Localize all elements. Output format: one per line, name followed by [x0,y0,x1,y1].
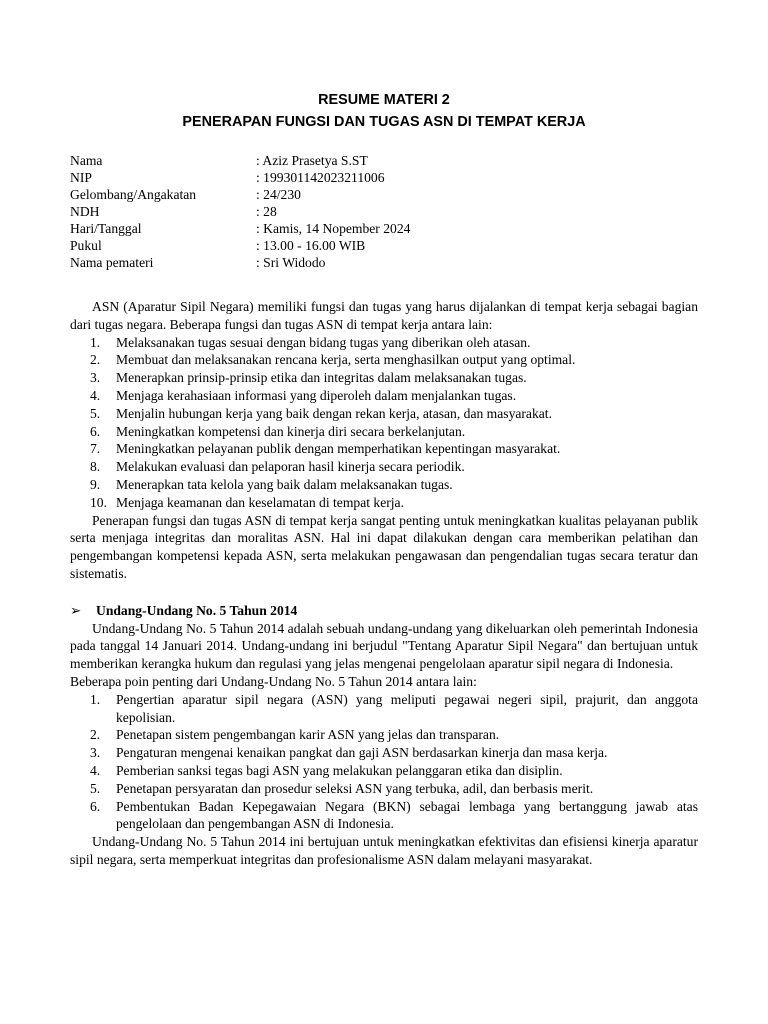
intro-paragraph: ASN (Aparatur Sipil Negara) memiliki fungsi dan tugas yang harus dijalankan di tempat kerja sebagai bagian dari tugas negara. Beberapa fungsi dan tugas ASN di tempat kerja antara lain: [70,299,698,332]
identity-row [70,152,410,169]
list-item-number: 2. [90,727,101,743]
list-item-text: Penetapan persyaratan dan prosedur seleksi ASN yang terbuka, adil, dan berbasis merit. [116,780,594,796]
section-heading-text: Undang-Undang No. 5 Tahun 2014 [96,602,298,618]
document-subtitle: PENERAPAN FUNGSI DAN TUGAS ASN DI TEMPAT KERJA [182,114,586,130]
document-page [70,90,698,869]
law-description-paragraph: Undang-Undang No. 5 Tahun 2014 adalah sebuah undang-undang yang dikeluarkan oleh pemerintah Indonesia pada tanggal 14 Januari 2014. Undang-undang ini berjudul "Tentang Aparatur Sipil Negara" dan bertujuan untuk memberikan kerangka hukum dan regulasi yang jelas mengenai pengelolaan aparatur sipil negara di Indonesia. [70,620,698,672]
list-item-text: Meningkatkan kompetensi dan kinerja diri secara berkelanjutan. [116,423,466,439]
list-item-text: Melaksanakan tugas sesuai dengan bidang tugas yang diberikan oleh atasan. [116,334,531,350]
identity-label: NDH [70,204,100,219]
section-heading [70,602,698,620]
arrow-bullet-icon: ➢ [70,602,82,618]
list-item-text: Penetapan sistem pengembangan karir ASN yang jelas dan transparan. [116,727,500,743]
list-item-number: 10. [90,494,107,510]
list-item-number: 6. [90,798,101,814]
list-item-number: 8. [90,459,101,475]
identity-table [70,152,410,271]
identity-label: Nama [70,153,103,168]
functions-list [70,334,698,512]
identity-value: : 199301142023211006 [256,170,385,185]
list-item-number: 5. [90,780,101,796]
list-item-number: 3. [90,370,101,386]
list-item-number: 2. [90,352,101,368]
identity-label: NIP [70,170,92,185]
identity-row [70,237,410,254]
list-item [70,387,698,405]
list-item [70,334,698,352]
identity-row [70,186,410,203]
list-item-number: 1. [90,334,101,350]
list-item [70,780,698,798]
list-item-text: Menjaga keamanan dan keselamatan di tempat kerja. [116,494,404,510]
law-points-list [70,691,698,833]
list-item-number: 5. [90,405,101,421]
list-item-number: 1. [90,691,101,707]
list-item [70,405,698,423]
identity-row [70,169,410,186]
list-item [70,762,698,780]
list-item [70,691,698,727]
document-title: RESUME MATERI 2 [318,92,450,108]
list-item-text: Membuat dan melaksanakan rencana kerja, serta menghasilkan output yang optimal. [116,352,576,368]
list-item-text: Meningkatkan pelayanan publik dengan memperhatikan kepentingan masyarakat. [116,441,561,457]
list-item-text: Pembentukan Badan Kepegawaian Negara (BKN) sebagai lembaga yang bertanggung jawab atas pengelolaan dan pengembangan ASN di Indonesia. [116,798,698,832]
identity-row [70,220,410,237]
list-item-text: Melakukan evaluasi dan pelaporan hasil kinerja secara periodik. [116,459,465,475]
list-item-number: 6. [90,423,101,439]
identity-value: : Kamis, 14 Nopember 2024 [256,221,411,236]
law-points-intro: Beberapa poin penting dari Undang-Undang No. 5 Tahun 2014 antara lain: [70,673,477,689]
identity-label: Hari/Tanggal [70,221,142,236]
list-item-text: Pengaturan mengenai kenaikan pangkat dan gaji ASN berdasarkan kinerja dan masa kerja. [116,745,608,761]
identity-value: : Aziz Prasetya S.ST [256,153,368,168]
identity-label: Pukul [70,238,102,253]
list-item-text: Pengertian aparatur sipil negara (ASN) yang meliputi pegawai negeri sipil, prajurit, dan anggota kepolisian. [116,691,698,725]
identity-value: : 13.00 - 16.00 WIB [256,238,366,253]
list-item [70,476,698,494]
list-item [70,369,698,387]
identity-value: : Sri Widodo [256,255,326,270]
list-item-number: 4. [90,762,101,778]
list-item-text: Pemberian sanksi tegas bagi ASN yang melakukan pelanggaran etika dan disiplin. [116,762,563,778]
list-item-text: Menjalin hubungan kerja yang baik dengan rekan kerja, atasan, dan masyarakat. [116,405,552,421]
list-item [70,744,698,762]
list-item [70,440,698,458]
identity-row [70,254,410,271]
identity-row [70,203,410,220]
list-item-text: Menjaga kerahasiaan informasi yang diperoleh dalam menjalankan tugas. [116,387,517,403]
list-item [70,351,698,369]
list-item [70,458,698,476]
list-item-number: 4. [90,387,101,403]
list-item-number: 3. [90,745,101,761]
list-item [70,798,698,834]
list-item [70,423,698,441]
identity-value: : 24/230 [256,187,301,202]
list-item [70,494,698,512]
list-item-number: 7. [90,441,101,457]
identity-label: Gelombang/Angakatan [70,187,197,202]
law-conclusion-paragraph: Undang-Undang No. 5 Tahun 2014 ini bertujuan untuk meningkatkan efektivitas dan efisiensi kinerja aparatur sipil negara, serta memperkuat integritas dan profesionalisme ASN dalam melayani masyarakat. [70,834,698,867]
identity-value: : 28 [256,204,277,219]
list-item-text: Menerapkan tata kelola yang baik dalam melaksanakan tugas. [116,476,453,492]
list-item-number: 9. [90,476,101,492]
list-item-text: Menerapkan prinsip-prinsip etika dan integritas dalam melaksanakan tugas. [116,370,527,386]
identity-label: Nama pemateri [70,255,154,270]
list-item [70,726,698,744]
closing-paragraph: Penerapan fungsi dan tugas ASN di tempat kerja sangat penting untuk meningkatkan kualitas pelayanan publik serta menjaga integritas dan moralitas ASN. Hal ini dapat dilakukan dengan cara memberikan pelatihan dan pengembangan kompetensi kepada ASN, serta melakukan pengawasan dan pengendalian tugas secara teratur dan sistematis. [70,512,698,581]
